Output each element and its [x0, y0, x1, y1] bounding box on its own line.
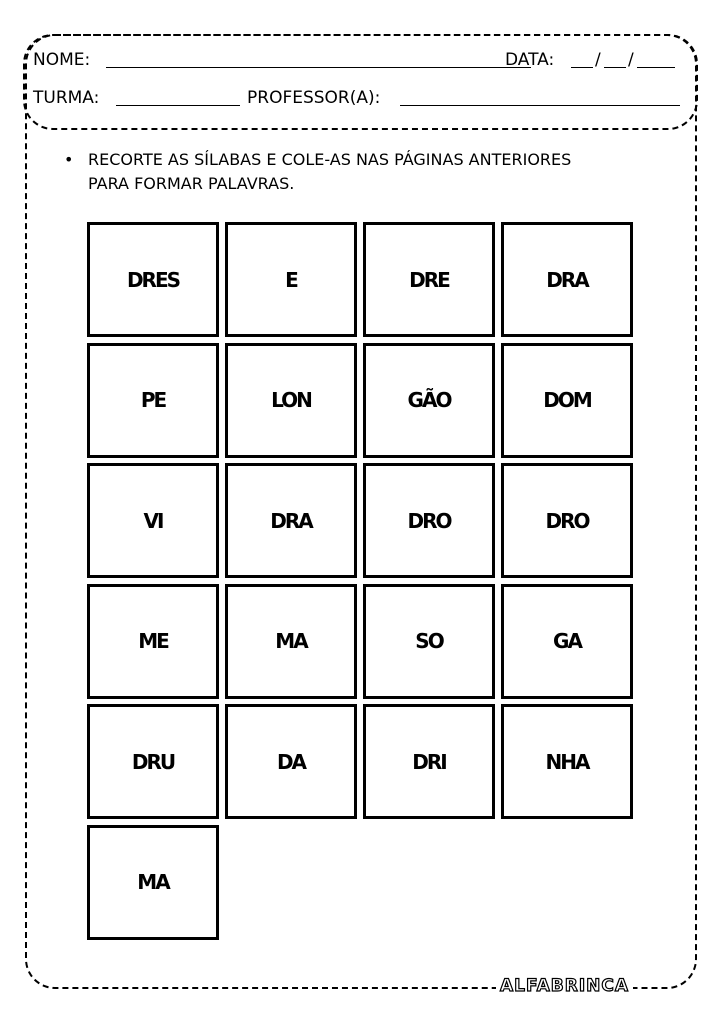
- date-slash-1: /: [595, 50, 601, 70]
- brand-logo: ALFABRINCA: [496, 976, 633, 996]
- date-field-day[interactable]: [571, 67, 593, 68]
- syllable-card[interactable]: DRI: [363, 704, 495, 819]
- syllable-card[interactable]: DRO: [501, 463, 633, 578]
- bullet-icon: •: [64, 150, 74, 169]
- syllable-card[interactable]: VI: [87, 463, 219, 578]
- class-label: TURMA:: [33, 88, 100, 108]
- syllable-card[interactable]: NHA: [501, 704, 633, 819]
- syllable-card[interactable]: ME: [87, 584, 219, 699]
- syllable-card[interactable]: DRA: [501, 222, 633, 337]
- syllable-card[interactable]: DRU: [87, 704, 219, 819]
- instruction-line-1: RECORTE AS SÍLABAS E COLE-AS NAS PÁGINAS ANTERIORES: [88, 150, 572, 169]
- name-field[interactable]: [106, 67, 531, 68]
- date-field-year[interactable]: [637, 67, 675, 68]
- name-label: NOME:: [33, 50, 91, 70]
- syllable-card[interactable]: DRO: [363, 463, 495, 578]
- teacher-label: PROFESSOR(A):: [247, 88, 381, 108]
- syllable-card[interactable]: DRA: [225, 463, 357, 578]
- syllable-card[interactable]: MA: [225, 584, 357, 699]
- syllable-grid: [87, 222, 639, 946]
- syllable-card[interactable]: PE: [87, 343, 219, 458]
- syllable-card[interactable]: E: [225, 222, 357, 337]
- syllable-card[interactable]: GA: [501, 584, 633, 699]
- instruction-line-2: PARA FORMAR PALAVRAS.: [88, 174, 295, 193]
- date-field-month[interactable]: [604, 67, 626, 68]
- class-field[interactable]: [116, 105, 240, 106]
- syllable-card[interactable]: SO: [363, 584, 495, 699]
- syllable-card[interactable]: DOM: [501, 343, 633, 458]
- syllable-card[interactable]: GÃO: [363, 343, 495, 458]
- date-label: DATA:: [505, 50, 555, 70]
- syllable-card[interactable]: DRE: [363, 222, 495, 337]
- student-info-box: [23, 34, 698, 130]
- date-slash-2: /: [628, 50, 634, 70]
- syllable-card[interactable]: DA: [225, 704, 357, 819]
- syllable-card[interactable]: MA: [87, 825, 219, 940]
- teacher-field[interactable]: [400, 105, 680, 106]
- syllable-card[interactable]: LON: [225, 343, 357, 458]
- syllable-card[interactable]: DRES: [87, 222, 219, 337]
